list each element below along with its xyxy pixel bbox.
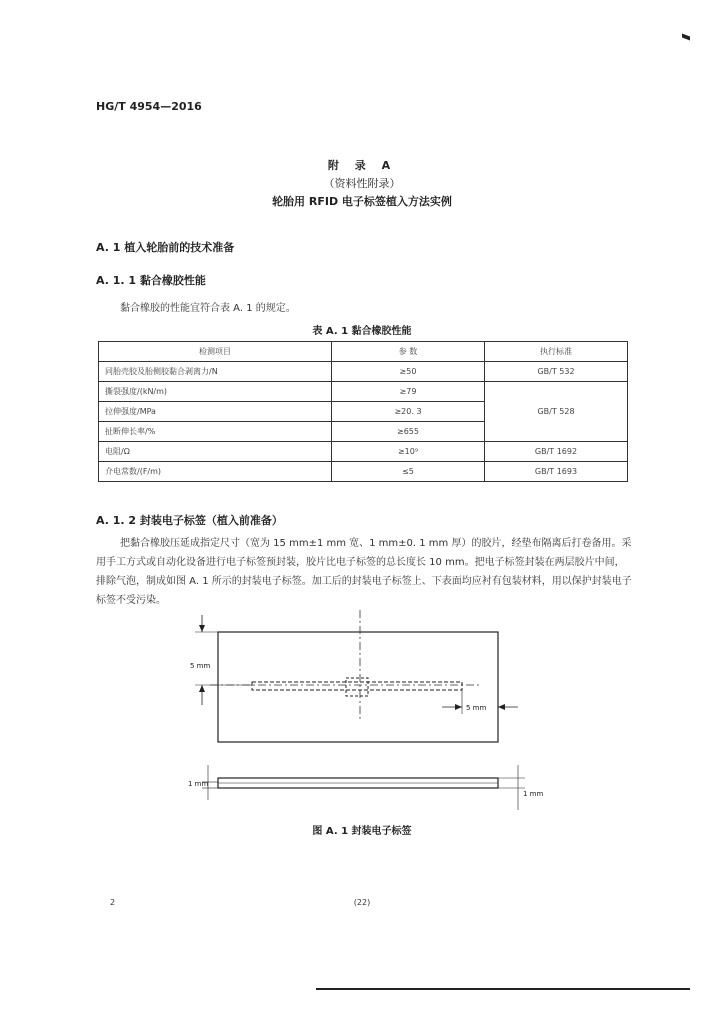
section-a11-text: 黏合橡胶的性能宜符合表 A. 1 的规定。 <box>120 303 296 314</box>
cell-item: 拉伸强度/MPa <box>99 402 332 422</box>
cell-param: ≥655 <box>332 422 485 442</box>
page-number-center: (22) <box>353 898 371 907</box>
cell-item: 扯断伸长率/% <box>99 422 332 442</box>
cell-standard: GB/T 528 <box>485 382 628 442</box>
figure-caption: 图 A. 1 封装电子标签 <box>312 826 412 837</box>
cell-param: ≤5 <box>332 462 485 482</box>
table-caption: 表 A. 1 黏合橡胶性能 <box>312 326 412 337</box>
dimension-arrow <box>199 685 205 692</box>
section-a12-text: 把黏合橡胶压延成指定尺寸（宽为 15 mm±1 mm 宽、1 mm±0. 1 mm 厚）的胶片，经垫布隔离后打卷备用。采用手工方式或自动化设备进行电子标签预封装，胶片比电子标签的总长度长 10 mm。把电子标签封装在两层胶片中间，排除气泡，制成如图 A. 1 所示的封装电子标签。加工后的封装电子标签上、下表面均应衬有包装材料，用以保护封装电子标签不受污染。 <box>96 538 632 606</box>
header-item: 检测项目 <box>99 342 332 362</box>
appendix-subtitle: （资料性附录） <box>323 177 401 190</box>
dimension-arrow <box>199 625 205 632</box>
dim-side-left-label: 1 mm <box>188 780 209 788</box>
cell-param: ≥20. 3 <box>332 402 485 422</box>
header-standard: 执行标准 <box>485 342 628 362</box>
table-row <box>99 442 628 462</box>
section-a12-heading: A. 1. 2 封装电子标签（植入前准备） <box>96 514 283 527</box>
dim-side-right-label: 1 mm <box>523 790 544 798</box>
cell-item: 撕裂强度/(kN/m) <box>99 382 332 402</box>
cell-param: ≥10⁹ <box>332 442 485 462</box>
properties-table <box>98 341 628 482</box>
dim-right-label: 5 mm <box>466 704 487 712</box>
standard-code: HG/T 4954—2016 <box>96 100 202 113</box>
table-row <box>99 462 628 482</box>
cell-standard: GB/T 532 <box>485 362 628 382</box>
appendix-heading: 轮胎用 RFID 电子标签植入方法实例 <box>272 195 452 208</box>
table-row <box>99 362 628 382</box>
dimension-arrow <box>498 704 505 710</box>
tag-top-view-outline <box>218 632 498 742</box>
table-row <box>99 382 628 402</box>
cell-standard: GB/T 1693 <box>485 462 628 482</box>
section-a1-heading: A. 1 植入轮胎前的技术准备 <box>96 241 235 254</box>
figure-a1-drawing <box>180 610 544 840</box>
bottom-rule <box>316 988 690 990</box>
appendix-title: 附 录 A <box>327 159 397 172</box>
corner-mark <box>682 34 690 41</box>
cell-item: 电阻/Ω <box>99 442 332 462</box>
cell-param: ≥50 <box>332 362 485 382</box>
table-header-row <box>99 342 628 362</box>
rfid-chip-outline <box>346 678 368 696</box>
cell-standard: GB/T 1692 <box>485 442 628 462</box>
dim-top-label: 5 mm <box>190 662 211 670</box>
dimension-arrow <box>455 704 462 710</box>
rfid-tag-outline <box>252 682 462 690</box>
cell-param: ≥79 <box>332 382 485 402</box>
header-param: 参 数 <box>332 342 485 362</box>
section-a11-heading: A. 1. 1 黏合橡胶性能 <box>96 274 206 287</box>
cell-item: 同胎壳胶及胎侧胶黏合剥离力/N <box>99 362 332 382</box>
page-number-left: 2 <box>110 898 116 907</box>
cell-item: 介电常数/(F/m) <box>99 462 332 482</box>
